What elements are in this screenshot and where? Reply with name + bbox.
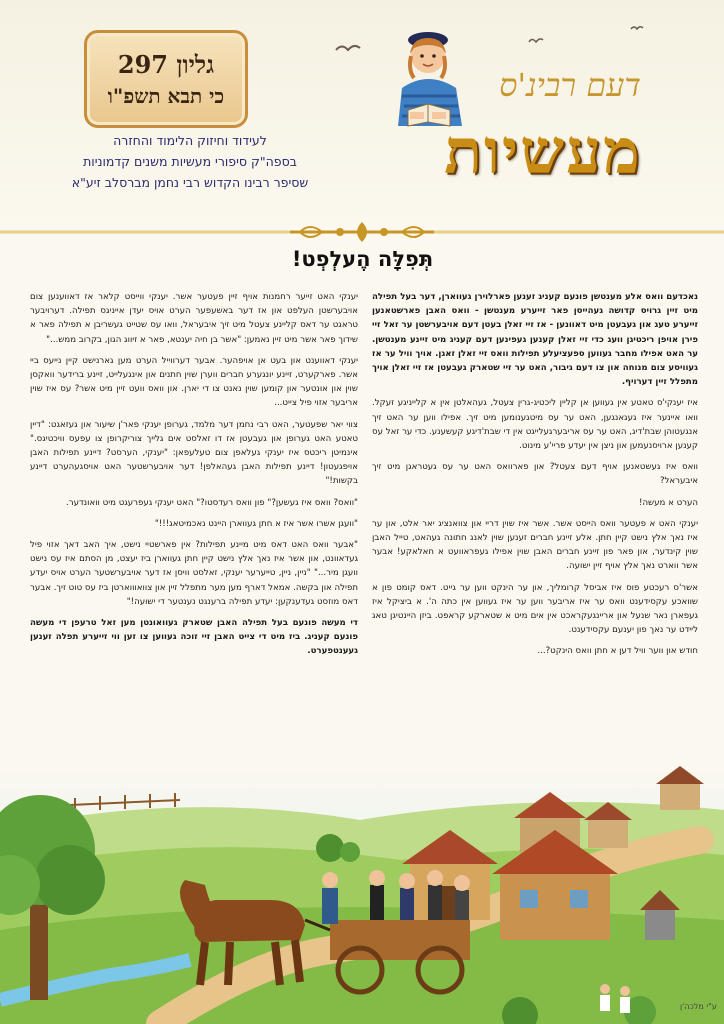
village-illustration <box>0 760 724 1024</box>
paragraph: הערט א מעשה! <box>639 497 698 508</box>
issue-badge <box>84 30 248 128</box>
article-column-left <box>30 290 358 666</box>
bird-icon <box>630 24 644 33</box>
article-title: תְּפִלָּה הֶעלְפְט! <box>291 247 434 271</box>
paragraph: נאכדעם וואס אלע מענטשן פונעם קעניג זענען פארלוירן געווארן, דער בעל תפילה מיט זיין גרויס קדושה געהייסן פאר זייערע מענטשן - וואס האבן פארשטאנען זייערע טעג און געבעטן מיט דאוונען - אז זיי זאלן בעטן דעם אויבערשטן ער זאל זיי פירן אויפן ריכטיגן וועג כדי זיי זאלן קענען געפינען דעם קעניג מיט זיינע מענטשן. ער האט אפילו מחבר געווען ספעציעלע תפילות וואס זיי זאלן זאגן. אויך וויל ער אז געוויסע צום מנוחה און צו דעם גיבור, האט ער זיי שטארק געבעטן אז זיי זאלן אויך מתפלל זיין דערויף. <box>372 292 698 388</box>
bird-icon <box>335 42 361 56</box>
brand-title: מעשיות <box>444 115 642 188</box>
paragraph: "אבער וואס האט דאס מיט מיינע תפילות? אין פארשטיי נישט, איך האב דאך אזוי פיל געדאוונט, און אשר איז נאך אלץ נישט קיין חתן געווארן ביז יעצט, מן הסתם איז עס נישט וועגן מיר..." "ניין, ניין, טייערער יענקי, זאלסט וויסן אז דער אויבערשטער הערט אויס יעדע תפילה און בקשה. אמאל דארף מען מער מתפלל זיין און צוואוווארטן ביז עס טוט זיך. אבער דאס מוזסט געדענקען: יעדע תפילה ברענגט נענטער די ישועה!" <box>30 540 358 607</box>
subtitle-line: שסיפר רבינו הקדוש רבי נחמן מברסלב זיע"א <box>71 175 309 190</box>
subtitle-line: בספה"ק סיפורי מעשיות משנים קדמוניות <box>83 154 297 169</box>
paragraph: וואס איז געשטאנען אויף דעם צעטל? און פארוואס האט ער עס געטראגן מיט זיך איבעראל? <box>372 462 698 487</box>
article-column-right <box>372 290 698 666</box>
issue-number: גליון 297 <box>117 49 215 79</box>
issue-date: כי תבא תשפ"ו <box>107 83 225 108</box>
paragraph: יענקי דאווענט און בעט אן אויפהער. אבער דערווייל הערט מען גארנישט קיין נייעס ביי אשר. פארקערט, זיינע יונגערע חברים ווערן שוין חתנים און אינגעלייט, זיינע ברידער וואקסן שוין און אונטער און קומען שוין נאנט צו די יארן. און וואס וועט זיין מיט אשר? עס איז שוין אריבער אזוי פיל צייט... <box>30 355 358 409</box>
paragraph: די מעשה פונעם בעל תפילה האבן שטארק געוואונטן מען זאל טרעפן די מעשה פונעם קעניג. ביז מיט די צייט האבן זיי זוכה געווען צו זען ווי זייערע תפלה זענען געענטפערט. <box>30 618 358 657</box>
artist-signature: ע"י מלכה'ן <box>680 1002 717 1011</box>
ornamental-divider <box>0 218 724 246</box>
paragraph: אשר'ס רעכטע פוס איז אביסל קרומליך, און ער הינקט ווען ער גייט. דאס קומט פון א שוואכע עקסידענט וואס ער איז אריבער ווען ער איז געווען אין כתה ה'. א ביציקל איז געפארן נאר שנעל און אריינגעקראכט אין אים מיט א שטארקע קראפט. ביזן היינטיגן טאג ליידט ער נאך פון יענעם עקסידענט. <box>372 582 698 636</box>
subtitle-line: לעידוד וחיזוק הלימוד והחזרה <box>113 133 267 148</box>
bird-icon <box>528 36 544 46</box>
paragraph: חודש און ווער וויל דען א חתן וואס הינקט?... <box>537 646 698 657</box>
paragraph: צווי יאר שפעטער, האט רבי נחמן דער מלמד, גערופן יענקי פאר'ן שיעור און געזאגט: "דיין טאטע האט גערופן און געבעטן אז דו זאלסט אים גלייך צוריקרופן צו עפעס וויכטיגס." אינמיטן ריכטס איז יענקי געלאפן צום טעלעפאן: "יענקי, הערסט? דיינע תפילות האבן אויפגעטון! דיינע תפילות האבן געהאלפן! דער אויבערשטער האט אויסגעהערט דיינע בקשות!" <box>30 419 358 487</box>
header <box>0 0 724 230</box>
brand-subtitle: דעם רבינ'ס <box>499 66 641 104</box>
paragraph: "וועגן אשרו אשר איז א חתן געווארן היינט נאכמיטאג!!!" <box>154 518 358 529</box>
paragraph: "וואס? וואס איז געשען?" פון וואס רעדסטו?" האט יענקי געפרעגט מיט וואונדער. <box>66 497 358 508</box>
paragraph: יענקי האט זייער רחמנות אויף זיין פעטער אשר. יענקי ווייסט קלאר אז דאווענען צום אויבערשטן העלפט און אז דער באשעפער הערט אויס יעדן אייניגס תפילה. דערויבער טראגט ער דאס קליינע צעטל מיט זיך איבעראל, וואו עס שטייט געשריבן א תפילה פאר א שידוך פאר אשר מיט זיין נאמען: "אשר בן חיה יענטא, פאר א זיווג הגון, בקרוב ממש..." <box>30 292 358 345</box>
paragraph: איז יענקי'ס טאטע אין געווען אן קליין ליכטיג-גרין צעטל, געהאלטן אין א קלייניגע זעקל. וואו איינער איז געגאנגען, האט ער עס מיטגענומען מיט זיך. אפילו ווען ער האט זיך אנגעטוהן שבת'דיג, האט ער עס אריבערגעלייגט אין די שבת'דיגע קעשענע. כדי ער זאל עס קענען ארויסנעמען און ניצן אין יעדע פריי'ע מינוט. <box>372 398 698 452</box>
subtitle <box>30 130 350 193</box>
paragraph: יענקי האט א פעטער וואס הייסט אשר. אשר איז שוין דריי און צוואנציג יאר אלט, און ער איז נאך אלץ נישט קיין חתן. אלע זיינע חברים זענען שוין לאנג חתונה געהאט, טייל האבן שוין קינדער, און פאר פון זיינע חברים האבן שוין אפילו געפראוועט א חאלאקע! אבער אשר ווארט נאך אלץ אויף זיין ישועה. <box>372 518 698 572</box>
